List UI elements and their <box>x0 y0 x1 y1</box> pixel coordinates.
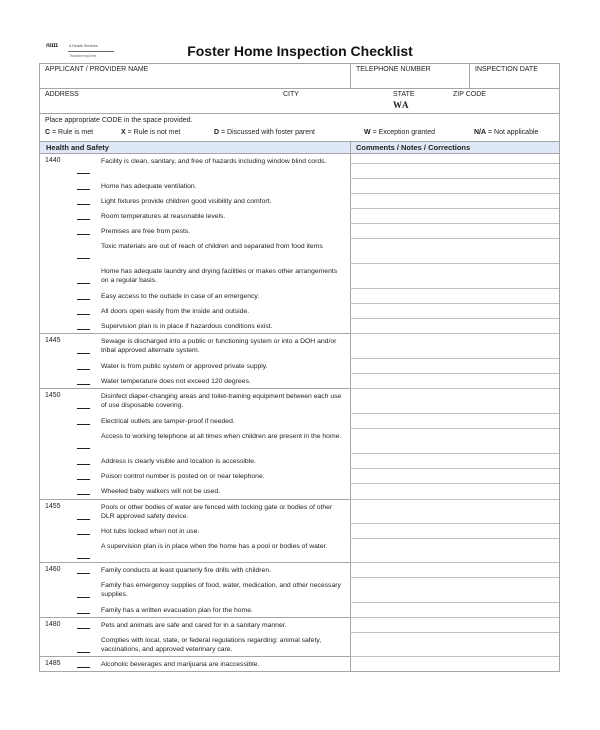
code-legend-item: C = Rule is met <box>45 129 94 136</box>
code-entry-blank[interactable] <box>77 384 90 385</box>
code-entry-blank[interactable] <box>77 173 90 174</box>
checklist-item: Family has a written evacuation plan for the home. <box>101 607 253 614</box>
notes-line[interactable] <box>350 453 559 454</box>
notes-line[interactable] <box>350 617 559 618</box>
checklist-item: Facility is clean, sanitary, and free of hazards including window blind cords. <box>101 158 327 165</box>
code-legend-item: X = Rule is not met <box>121 129 181 136</box>
notes-line[interactable] <box>350 193 559 194</box>
zip-field-label: ZIP CODE <box>453 91 486 98</box>
checklist-item: Access to working telephone at all times when children are present in the home. <box>101 433 342 440</box>
checklist-item: Poison control number is posted on or near telephone. <box>101 473 265 480</box>
instructions-text: Place appropriate CODE in the space provided. <box>45 117 193 124</box>
checklist-item: Complies with local, state, or federal regulations regarding: animal safety, vaccinations, and approved veterinary care. <box>101 637 322 653</box>
section-divider <box>39 656 350 657</box>
code-entry-blank[interactable] <box>77 573 90 574</box>
code-entry-blank[interactable] <box>77 408 90 409</box>
code-entry-blank[interactable] <box>77 369 90 370</box>
section-number: 1440 <box>45 157 61 164</box>
notes-line[interactable] <box>350 178 559 179</box>
notes-line[interactable] <box>350 656 559 657</box>
code-entry-blank[interactable] <box>77 189 90 190</box>
notes-line[interactable] <box>350 538 559 539</box>
comments-header: Comments / Notes / Corrections <box>356 143 471 152</box>
checklist-item: Wheeled baby walkers will not be used. <box>101 488 221 495</box>
code-entry-blank[interactable] <box>77 597 90 598</box>
code-entry-blank[interactable] <box>77 519 90 520</box>
notes-line[interactable] <box>350 428 559 429</box>
applicant-field-label: APPLICANT / PROVIDER NAME <box>45 66 149 73</box>
row-divider <box>39 153 560 154</box>
notes-line[interactable] <box>350 288 559 289</box>
code-entry-blank[interactable] <box>77 558 90 559</box>
code-entry-blank[interactable] <box>77 234 90 235</box>
checklist-item: Easy access to the outside in case of an emergency. <box>101 293 260 300</box>
checklist-item: Family has emergency supplies of food, water, medication, and other necessary supplies. <box>101 582 341 598</box>
section-divider <box>39 388 350 389</box>
checklist-item: All doors open easily from the inside and outside. <box>101 308 250 315</box>
code-entry-blank[interactable] <box>77 613 90 614</box>
checklist-item: Pets and animals are safe and cared for in a sanitary manner. <box>101 622 287 629</box>
table-header-row <box>40 142 559 153</box>
logo-tagline: Transforming lives <box>69 54 97 58</box>
checklist-item: Home has adequate laundry and drying facilities or makes other arrangements on a regular basis. <box>101 268 338 284</box>
state-value: WA <box>393 100 410 110</box>
notes-line[interactable] <box>350 208 559 209</box>
code-entry-blank[interactable] <box>77 479 90 480</box>
section-number: 1445 <box>45 337 61 344</box>
checklist-item: Water is from public system or approved private supply. <box>101 363 268 370</box>
section-number: 1450 <box>45 392 61 399</box>
code-entry-blank[interactable] <box>77 353 90 354</box>
checklist-item: Premises are free from pests. <box>101 228 191 235</box>
section-divider <box>39 617 350 618</box>
code-entry-blank[interactable] <box>77 534 90 535</box>
section-divider <box>39 562 350 563</box>
code-legend-item: N/A = Not applicable <box>474 129 539 136</box>
notes-line[interactable] <box>350 303 559 304</box>
notes-line[interactable] <box>350 577 559 578</box>
checklist-item: Alcoholic beverages and marijuana are inaccessible. <box>101 661 260 668</box>
checklist-item: Pools or other bodies of water are fenced with locking gate or bodies of other DLR approved safety device. <box>101 504 333 520</box>
checklist-item: Hot tubs locked when not in use. <box>101 528 200 535</box>
notes-line[interactable] <box>350 223 559 224</box>
notes-line[interactable] <box>350 358 559 359</box>
checklist-item: Electrical outlets are tamper-proof if needed. <box>101 418 235 425</box>
code-legend <box>45 129 555 139</box>
code-legend-item: D = Discussed with foster parent <box>214 129 315 136</box>
section-number: 1455 <box>45 503 61 510</box>
notes-line[interactable] <box>350 523 559 524</box>
notes-line[interactable] <box>350 413 559 414</box>
notes-line[interactable] <box>350 333 559 334</box>
checklist-item: Disinfect diaper-changing areas and toilet-training equipment between each use of use disposable covering. <box>101 393 342 409</box>
code-entry-blank[interactable] <box>77 329 90 330</box>
col-divider <box>350 141 351 672</box>
code-entry-blank[interactable] <box>77 258 90 259</box>
notes-line[interactable] <box>350 238 559 239</box>
health-safety-header: Health and Safety <box>46 143 109 152</box>
notes-line[interactable] <box>350 373 559 374</box>
checklist-item: Room temperatures at reasonable levels. <box>101 213 226 220</box>
notes-line[interactable] <box>350 388 559 389</box>
logo-mark: ɾʋɪɪɪ <box>46 43 58 49</box>
page-title: Foster Home Inspection Checklist <box>187 43 413 59</box>
code-entry-blank[interactable] <box>77 652 90 653</box>
checklist-item: Supervision plan is in place if hazardous conditions exist. <box>101 323 273 330</box>
section-divider <box>39 333 350 334</box>
col-divider <box>469 63 470 88</box>
checklist-item: Toxic materials are out of reach of children and separated from food items <box>101 243 323 250</box>
col-divider <box>350 63 351 88</box>
checklist-item: Address is clearly visible and location is accessible. <box>101 458 256 465</box>
city-field-label: CITY <box>283 91 299 98</box>
checklist-item: A supervision plan is in place when the home has a pool or bodies of water. <box>101 543 328 550</box>
logo-text: & Health Services <box>69 44 98 48</box>
notes-line[interactable] <box>350 318 559 319</box>
code-legend-item: W = Exception granted <box>364 129 436 136</box>
notes-line[interactable] <box>350 562 559 563</box>
checklist-item: Family conducts at least quarterly fire drills with children. <box>101 567 271 574</box>
notes-line[interactable] <box>350 602 559 603</box>
notes-line[interactable] <box>350 468 559 469</box>
code-entry-blank[interactable] <box>77 424 90 425</box>
row-divider <box>39 88 560 89</box>
checklist-item: Water temperature does not exceed 120 degrees. <box>101 378 251 385</box>
code-entry-blank[interactable] <box>77 628 90 629</box>
row-divider <box>39 113 560 114</box>
notes-line[interactable] <box>350 499 559 500</box>
telephone-field-label: TELEPHONE NUMBER <box>356 66 431 73</box>
code-entry-blank[interactable] <box>77 464 90 465</box>
checklist-item: Home has adequate ventilation. <box>101 183 197 190</box>
address-field-label: ADDRESS <box>45 91 79 98</box>
section-number: 1480 <box>45 621 61 628</box>
code-entry-blank[interactable] <box>77 314 90 315</box>
checklist-item: Light fixtures provide children good visibility and comfort. <box>101 198 272 205</box>
checklist-item: Sewage is discharged into a public or functioning system or into a DOH and/or tribal approved alternate system. <box>101 338 337 354</box>
notes-line[interactable] <box>350 163 559 164</box>
code-entry-blank[interactable] <box>77 494 90 495</box>
section-divider <box>39 499 350 500</box>
section-number: 1485 <box>45 660 61 667</box>
notes-line[interactable] <box>350 483 559 484</box>
code-entry-blank[interactable] <box>77 204 90 205</box>
state-field-label: STATE <box>393 91 415 98</box>
section-number: 1460 <box>45 566 61 573</box>
code-entry-blank[interactable] <box>77 667 90 668</box>
inspection-date-field-label: INSPECTION DATE <box>475 66 538 73</box>
code-entry-blank[interactable] <box>77 283 90 284</box>
code-entry-blank[interactable] <box>77 299 90 300</box>
notes-line[interactable] <box>350 632 559 633</box>
code-entry-blank[interactable] <box>77 448 90 449</box>
code-entry-blank[interactable] <box>77 219 90 220</box>
notes-line[interactable] <box>350 263 559 264</box>
